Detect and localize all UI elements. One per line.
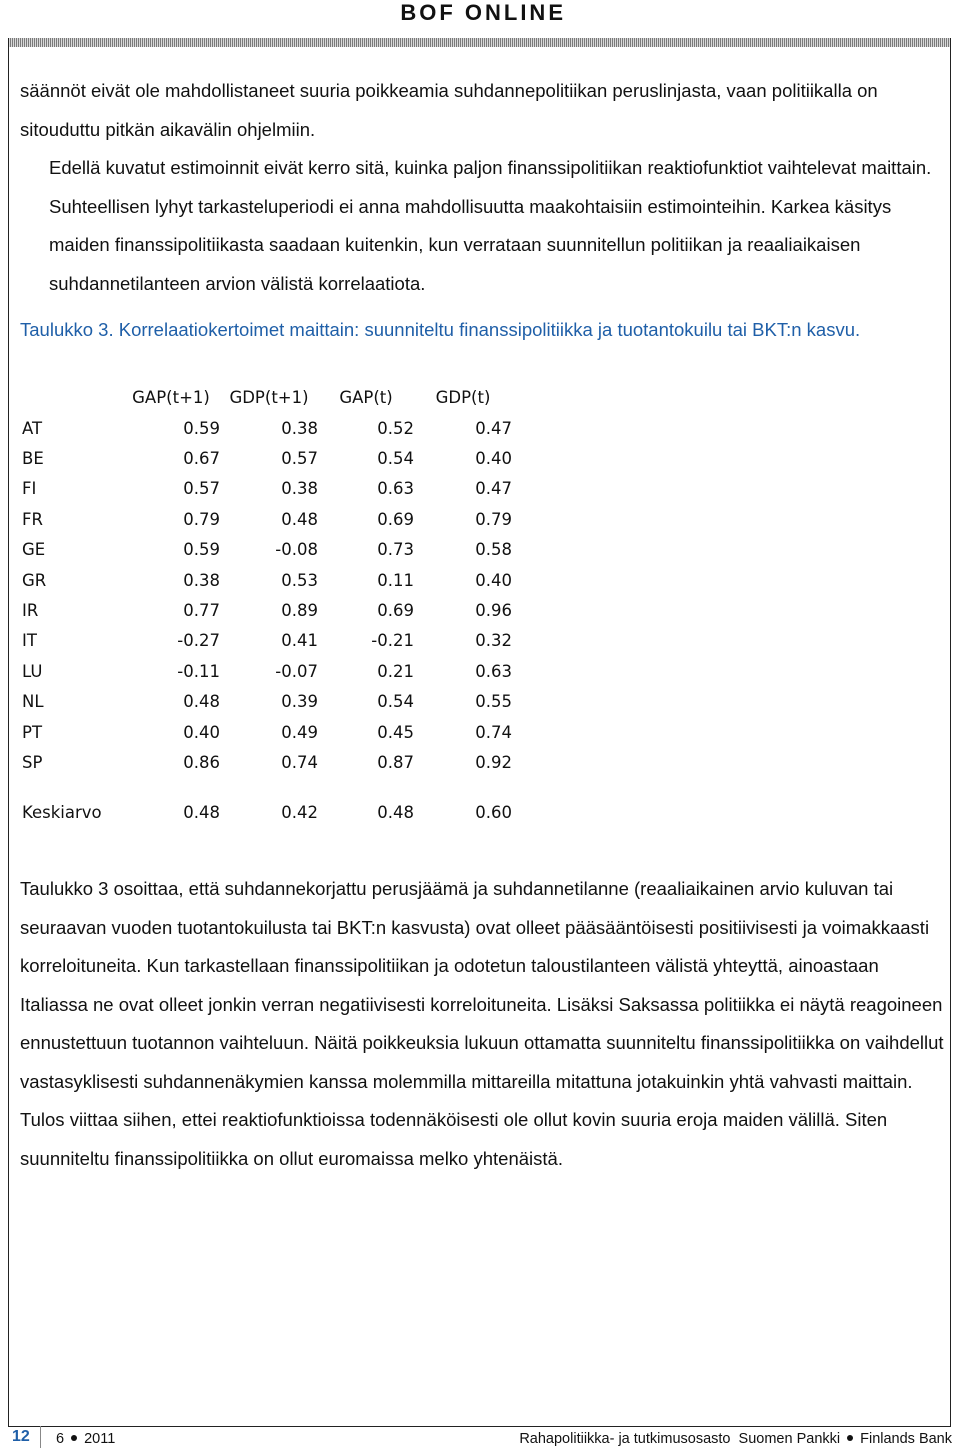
cell-value: 0.67 (183, 449, 220, 469)
cell-value: 0.89 (281, 601, 318, 621)
page-footer (0, 1426, 960, 1450)
cell-value: 0.45 (377, 722, 414, 742)
cell-value: 0.38 (281, 418, 318, 438)
page-number: 12 (12, 1428, 30, 1445)
table-row (22, 565, 512, 595)
bank-name-en: Finlands Bank (860, 1431, 952, 1447)
cell-country: LU (22, 661, 43, 681)
cell-value: 0.47 (475, 418, 512, 438)
cell-country: FR (22, 509, 43, 529)
header-cell-gdp-t: GDP(t) (435, 387, 491, 407)
header-cell-gdp-t1: GDP(t+1) (229, 387, 309, 407)
cell-value: 0.86 (183, 752, 220, 772)
table-row (22, 413, 512, 443)
cell-value: -0.21 (371, 631, 414, 651)
cell-country: BE (22, 449, 44, 469)
cell-average: 0.60 (475, 802, 512, 822)
bank-name-fi: Suomen Pankki (738, 1431, 841, 1447)
footer-divider (40, 1426, 41, 1448)
table-row (22, 747, 512, 777)
header-cell-gap-t1: GAP(t+1) (132, 387, 210, 407)
cell-value: 0.92 (475, 752, 512, 772)
table-row (22, 595, 512, 625)
cell-value: 0.73 (377, 540, 414, 560)
cell-value: 0.32 (475, 631, 512, 651)
cell-value: 0.49 (281, 722, 318, 742)
cell-value: 0.63 (475, 661, 512, 681)
cell-value: 0.96 (475, 601, 512, 621)
table-average-row (22, 778, 512, 826)
table-row (22, 504, 512, 534)
cell-country: NL (22, 692, 44, 712)
cell-country: PT (22, 722, 43, 742)
table-row (22, 687, 512, 717)
cell-value: 0.79 (475, 509, 512, 529)
cell-value: 0.77 (183, 601, 220, 621)
cell-value: -0.07 (275, 661, 318, 681)
cell-country: AT (22, 418, 43, 438)
table-row (22, 656, 512, 686)
cell-value: 0.48 (281, 509, 318, 529)
cell-value: 0.47 (475, 479, 512, 499)
table-row (22, 717, 512, 747)
cell-country: SP (22, 752, 43, 772)
cell-average-label: Keskiarvo (22, 802, 102, 822)
intro-line-2: Edellä kuvatut estimoinnit eivät kerro sitä, kuinka paljon finanssipolitiikan reaktiofunktiot vaihtelevat maittain. Suhteellisen lyhyt tarkasteluperiodi ei anna mahdollisuutta maakohtaisiin estimointeihin. Karkea käsitys maiden finanssipolitiikasta saadaan kuitenkin, kun verrataan suunnitellun politiikan ja reaaliaikaisen suhdannetilanteen arvion välistä korrelaatiota. (49, 157, 932, 294)
table-header-row (22, 381, 512, 413)
cell-value: 0.40 (183, 722, 220, 742)
issue-number: 6 (56, 1431, 65, 1447)
issue-year: 2011 (84, 1431, 116, 1447)
issue-info (56, 1431, 115, 1447)
cell-average: 0.48 (377, 802, 414, 822)
cell-value: 0.54 (377, 449, 414, 469)
cell-value: 0.57 (281, 449, 318, 469)
cell-average: 0.48 (183, 802, 220, 822)
cell-value: 0.39 (281, 692, 318, 712)
cell-value: 0.21 (377, 661, 414, 681)
bullet-icon (847, 1435, 853, 1441)
header-cell-gap-t: GAP(t) (339, 387, 393, 407)
table-row (22, 474, 512, 504)
cell-value: -0.08 (275, 540, 318, 560)
cell-value: 0.59 (183, 418, 220, 438)
cell-value: -0.11 (177, 661, 220, 681)
cell-value: 0.58 (475, 540, 512, 560)
cell-country: GR (22, 570, 47, 590)
cell-value: 0.59 (183, 540, 220, 560)
table-row (22, 535, 512, 565)
cell-value: 0.48 (183, 692, 220, 712)
header-cell-country (22, 381, 122, 413)
cell-value: 0.53 (281, 570, 318, 590)
cell-value: 0.41 (281, 631, 318, 651)
header-title: BOF ONLINE (400, 0, 566, 25)
cell-value: 0.54 (377, 692, 414, 712)
cell-value: -0.27 (177, 631, 220, 651)
cell-value: 0.38 (281, 479, 318, 499)
cell-value: 0.52 (377, 418, 414, 438)
intro-line-1: säännöt eivät ole mahdollistaneet suuria poikkeamia suhdannepolitiikan peruslinjasta, vaan politiikalla on sitouduttu pitkän aikavälin ohjelmiin. (20, 80, 878, 140)
cell-value: 0.38 (183, 570, 220, 590)
cell-country: FI (22, 479, 37, 499)
cell-value: 0.55 (475, 692, 512, 712)
cell-value: 0.74 (281, 752, 318, 772)
department-name: Rahapolitiikka- ja tutkimusosasto (519, 1431, 731, 1447)
cell-value: 0.87 (377, 752, 414, 772)
table-caption: Taulukko 3. Korrelaatiokertoimet maittain: suunniteltu finanssipolitiikka ja tuotantokuilu tai BKT:n kasvu. (20, 319, 861, 340)
cell-value: 0.63 (377, 479, 414, 499)
bullet-icon (71, 1435, 77, 1441)
cell-value: 0.57 (183, 479, 220, 499)
publisher-info (519, 1431, 952, 1447)
cell-country: IT (22, 631, 37, 651)
cell-value: 0.69 (377, 601, 414, 621)
table-row (22, 443, 512, 473)
correlation-table (22, 381, 512, 826)
cell-country: GE (22, 540, 46, 560)
cell-value: 0.69 (377, 509, 414, 529)
table-row (22, 626, 512, 656)
cell-value: 0.11 (377, 570, 414, 590)
cell-value: 0.40 (475, 570, 512, 590)
cell-value: 0.74 (475, 722, 512, 742)
cell-value: 0.79 (183, 509, 220, 529)
cell-average: 0.42 (281, 802, 318, 822)
cell-country: IR (22, 601, 39, 621)
cell-value: 0.40 (475, 449, 512, 469)
conclusion-paragraph: Taulukko 3 osoittaa, että suhdannekorjattu perusjäämä ja suhdannetilanne (reaaliaikainen arvio kuluvan tai seuraavan vuoden tuotantokuilusta tai BKT:n kasvusta) ovat olleet pääsääntöisesti positiivisesti ja voimakkaasti korreloituneita. Kun tarkastellaan finanssipolitiikan ja odotetun taloustilanteen välistä yhteyttä, ainoastaan Italiassa ne ovat olleet jonkin verran negatiivisesti korreloituneita. Lisäksi Saksassa politiikka ei näytä reagoineen ennustettuun tuotannon vaihteluun. Näitä poikkeuksia lukuun ottamatta suunniteltu finanssipolitiikka on vaihdellut vastasyklisesti suhdannenäkymien kanssa molemmilla mittareilla mitattuna jotakuinkin yhtä vahvasti maittain. Tulos viittaa siihen, ettei reaktiofunktioissa todennäköisesti ole ollut kovin suuria eroja maiden välillä. Siten suunniteltu finanssipolitiikka on ollut euromaissa melko yhtenäistä. (20, 878, 944, 1169)
intro-paragraph (20, 72, 945, 303)
